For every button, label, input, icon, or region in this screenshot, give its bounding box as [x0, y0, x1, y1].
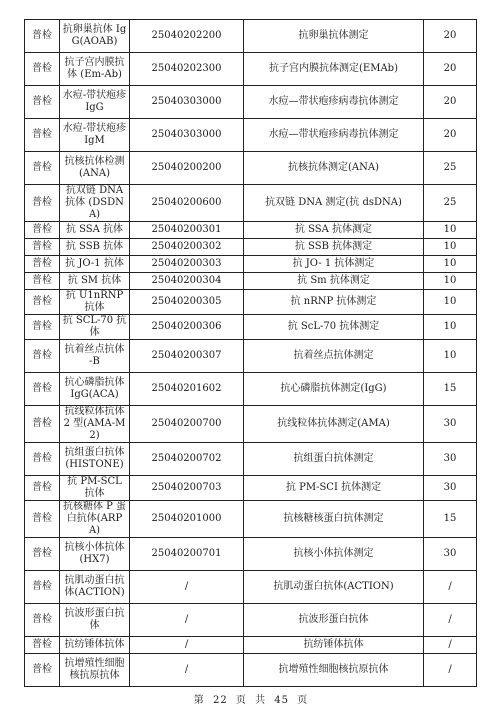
price-cell: 15 [424, 501, 477, 538]
fee-item-cell: 抗双链 DNA 测定(抗 dsDNA) [244, 185, 424, 222]
fee-item-cell: 抗线粒体抗体测定(AMA) [244, 406, 424, 443]
fee-code-cell: 25040201602 [130, 373, 244, 406]
category-cell: 普检 [25, 239, 60, 256]
fee-item-cell: 抗 PM-SCI 抗体测定 [244, 476, 424, 501]
test-name-cell: 抗组蛋白抗体 (HISTONE) [60, 443, 130, 476]
fee-code-cell: 25040200301 [130, 222, 244, 239]
test-name-cell: 抗 SM 抗体 [60, 273, 130, 290]
test-name-cell: 抗卵巢抗体 IgG(AOAB) [60, 20, 130, 53]
table-row [25, 86, 477, 119]
price-cell: / [424, 571, 477, 604]
price-cell: 30 [424, 406, 477, 443]
table-row [25, 53, 477, 86]
table-row [25, 571, 477, 604]
category-cell: 普检 [25, 290, 60, 315]
fee-item-cell: 抗核抗体测定(ANA) [244, 152, 424, 185]
test-name-cell: 抗波形蛋白抗体 [60, 604, 130, 637]
fee-item-cell: 抗卵巢抗体测定 [244, 20, 424, 53]
footer-total-pages: 45 [274, 695, 290, 706]
test-name-cell: 抗双链 DNA 抗体 (DSDNA) [60, 185, 130, 222]
test-name-cell: 抗核小体抗体 (HX7) [60, 538, 130, 571]
price-cell: 20 [424, 53, 477, 86]
test-name-cell: 抗核抗体检测 (ANA) [60, 152, 130, 185]
category-cell: 普检 [25, 222, 60, 239]
test-name-cell: 抗 SSA 抗体 [60, 222, 130, 239]
table-row [25, 222, 477, 239]
fee-code-cell: / [130, 604, 244, 637]
price-cell: / [424, 637, 477, 654]
table-row [25, 256, 477, 273]
footer-suffix: 页 [297, 695, 309, 706]
price-cell: 10 [424, 222, 477, 239]
fee-code-cell: 25040200600 [130, 185, 244, 222]
table-row [25, 406, 477, 443]
fee-item-cell: 抗 ScL-70 抗体测定 [244, 315, 424, 340]
test-name-cell: 抗 U1nRNP 抗体 [60, 290, 130, 315]
category-cell: 普检 [25, 604, 60, 637]
footer-total-word: 共 [255, 695, 267, 706]
table-row [25, 340, 477, 373]
category-cell: 普检 [25, 538, 60, 571]
category-cell: 普检 [25, 340, 60, 373]
category-cell: 普检 [25, 637, 60, 654]
table-row [25, 185, 477, 222]
fee-item-cell: 抗 JO- 1 抗体测定 [244, 256, 424, 273]
fee-item-cell: 抗核小体抗体测定 [244, 538, 424, 571]
page-footer [0, 691, 502, 706]
fee-item-cell: 抗 SSB 抗体测定 [244, 239, 424, 256]
category-cell: 普检 [25, 256, 60, 273]
category-cell: 普检 [25, 654, 60, 687]
table-body [25, 20, 477, 687]
footer-current-page: 22 [212, 695, 228, 706]
fee-item-cell: 抗波形蛋白抗体 [244, 604, 424, 637]
fee-item-cell: 抗纺锤体抗体 [244, 637, 424, 654]
price-cell: 10 [424, 340, 477, 373]
fee-code-cell: 25040202200 [130, 20, 244, 53]
test-name-cell: 抗线粒体抗体 2 型(AMA-M2) [60, 406, 130, 443]
table-row [25, 373, 477, 406]
category-cell: 普检 [25, 406, 60, 443]
fee-code-cell: / [130, 637, 244, 654]
fee-code-cell: 25040200702 [130, 443, 244, 476]
price-cell: 10 [424, 256, 477, 273]
category-cell: 普检 [25, 373, 60, 406]
price-cell: 20 [424, 20, 477, 53]
fee-code-cell: 25040200701 [130, 538, 244, 571]
fee-item-cell: 抗 nRNP 抗体测定 [244, 290, 424, 315]
fee-item-cell: 抗心磷脂抗体测定(IgG) [244, 373, 424, 406]
price-cell: 10 [424, 315, 477, 340]
fee-item-cell: 水痘—带状疱疹病毒抗体测定 [244, 119, 424, 152]
category-cell: 普检 [25, 571, 60, 604]
table-row [25, 476, 477, 501]
price-cell: 20 [424, 119, 477, 152]
fee-code-cell: / [130, 654, 244, 687]
price-cell: 25 [424, 185, 477, 222]
category-cell: 普检 [25, 152, 60, 185]
fee-item-cell: 抗子宫内膜抗体测定(EMAb) [244, 53, 424, 86]
test-name-cell: 抗 PM-SCL 抗体 [60, 476, 130, 501]
fee-item-cell: 水痘—带状疱疹病毒抗体测定 [244, 86, 424, 119]
price-cell: 30 [424, 443, 477, 476]
fee-item-cell: 抗 Sm 抗体测定 [244, 273, 424, 290]
category-cell: 普检 [25, 443, 60, 476]
category-cell: 普检 [25, 501, 60, 538]
fee-code-cell: 25040200303 [130, 256, 244, 273]
category-cell: 普检 [25, 20, 60, 53]
test-name-cell: 抗 JO-1 抗体 [60, 256, 130, 273]
fee-item-cell: 抗增殖性细胞核抗原抗体 [244, 654, 424, 687]
fee-code-cell: 25040200703 [130, 476, 244, 501]
table-row [25, 119, 477, 152]
test-name-cell: 抗 SCL-70 抗体 [60, 315, 130, 340]
price-cell: 30 [424, 476, 477, 501]
fee-item-cell: 抗核糖核蛋白抗体测定 [244, 501, 424, 538]
fee-code-cell: 25040200302 [130, 239, 244, 256]
category-cell: 普检 [25, 273, 60, 290]
table-row [25, 273, 477, 290]
test-name-cell: 水痘-带状疱疹 IgG [60, 86, 130, 119]
fee-code-cell: / [130, 571, 244, 604]
test-name-cell: 抗肌动蛋白抗体(ACTION) [60, 571, 130, 604]
category-cell: 普检 [25, 119, 60, 152]
fee-code-cell: 25040200304 [130, 273, 244, 290]
fee-item-cell: 抗 SSA 抗体测定 [244, 222, 424, 239]
price-cell: / [424, 604, 477, 637]
price-cell: 10 [424, 290, 477, 315]
table-row [25, 538, 477, 571]
fee-code-cell: 25040201000 [130, 501, 244, 538]
price-cell: 30 [424, 538, 477, 571]
fee-code-cell: 25040303000 [130, 119, 244, 152]
fee-item-cell: 抗组蛋白抗体测定 [244, 443, 424, 476]
table-row [25, 152, 477, 185]
fee-item-cell: 抗肌动蛋白抗体(ACTION) [244, 571, 424, 604]
table-row [25, 290, 477, 315]
test-name-cell: 抗增殖性细胞核抗原抗体 [60, 654, 130, 687]
table-row [25, 637, 477, 654]
table-row [25, 654, 477, 687]
fee-code-cell: 25040200307 [130, 340, 244, 373]
fee-code-cell: 25040200305 [130, 290, 244, 315]
fee-code-cell: 25040303000 [130, 86, 244, 119]
category-cell: 普检 [25, 185, 60, 222]
test-name-cell: 抗纺锤体抗体 [60, 637, 130, 654]
footer-page-word: 页 [235, 695, 247, 706]
test-name-cell: 抗着丝点抗体 -B [60, 340, 130, 373]
test-name-cell: 抗心磷脂抗体 IgG(ACA) [60, 373, 130, 406]
price-cell: 15 [424, 373, 477, 406]
test-name-cell: 抗子宫内膜抗体 (Em-Ab) [60, 53, 130, 86]
price-cell: / [424, 654, 477, 687]
fee-code-cell: 25040202300 [130, 53, 244, 86]
category-cell: 普检 [25, 476, 60, 501]
table-row [25, 239, 477, 256]
table-row [25, 443, 477, 476]
table-row [25, 501, 477, 538]
price-cell: 25 [424, 152, 477, 185]
table-row [25, 604, 477, 637]
table-row [25, 20, 477, 53]
price-cell: 20 [424, 86, 477, 119]
price-cell: 10 [424, 273, 477, 290]
table-row [25, 315, 477, 340]
fee-code-cell: 25040200200 [130, 152, 244, 185]
fee-item-cell: 抗着丝点抗体测定 [244, 340, 424, 373]
test-name-cell: 抗核糖体 P 蛋白抗体(ARPA) [60, 501, 130, 538]
test-name-cell: 水痘-带状疱疹 IgM [60, 119, 130, 152]
fee-code-cell: 25040200700 [130, 406, 244, 443]
fee-code-cell: 25040200306 [130, 315, 244, 340]
category-cell: 普检 [25, 86, 60, 119]
price-cell: 10 [424, 239, 477, 256]
footer-prefix: 第 [193, 695, 205, 706]
category-cell: 普检 [25, 315, 60, 340]
test-name-cell: 抗 SSB 抗体 [60, 239, 130, 256]
category-cell: 普检 [25, 53, 60, 86]
price-table [24, 19, 477, 687]
